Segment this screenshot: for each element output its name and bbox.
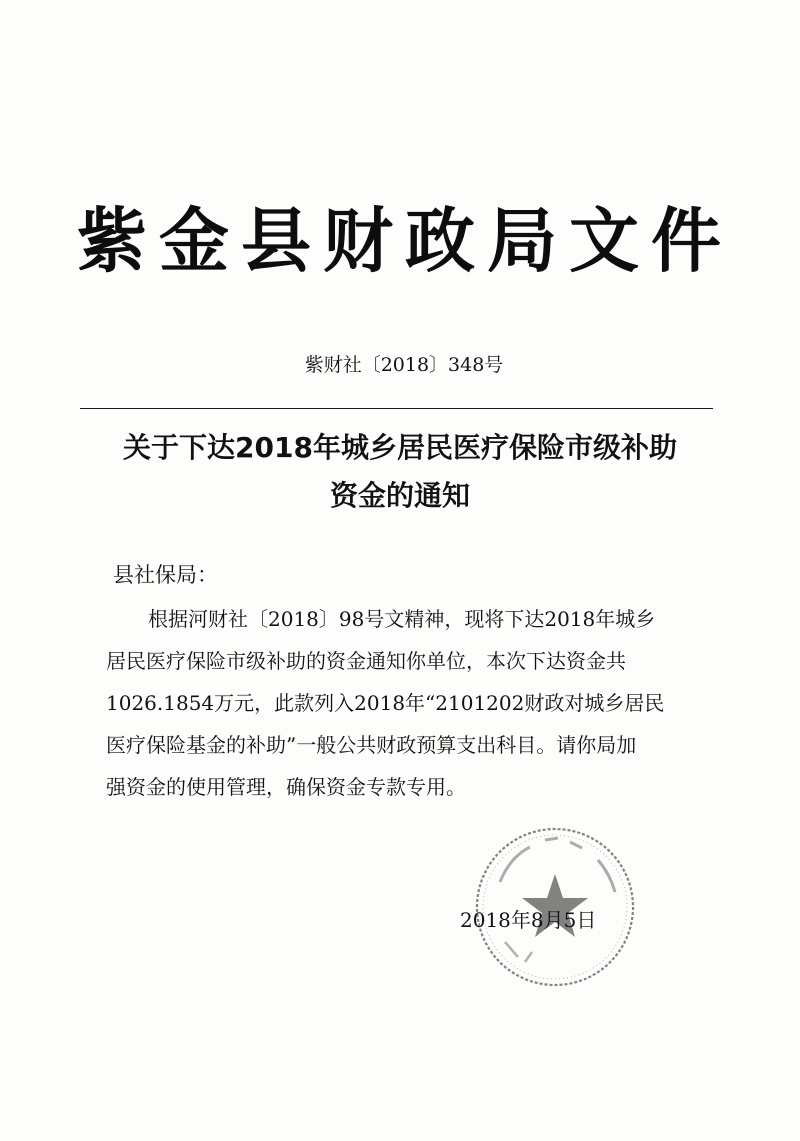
- seal-text-arc: [500, 847, 530, 882]
- document-number: 紫财社〔2018〕348号: [304, 354, 504, 376]
- notice-title: [95, 424, 705, 520]
- body-line: 根据河财社〔2018〕98号文精神，现将下达2018年城乡: [148, 607, 656, 631]
- notice-body: [106, 598, 706, 808]
- body-line: 医疗保险基金的补助”一般公共财政预算支出科目。请你局加: [106, 733, 637, 757]
- issuer-header: 紫金县财政局文件: [77, 200, 733, 282]
- body-line: 强资金的使用管理，确保资金专款专用。: [106, 775, 466, 799]
- addressee: 县社保局：: [113, 563, 218, 587]
- body-line: 1026.1854万元，此款列入2018年“2101202财政对城乡居民: [106, 691, 665, 715]
- body-line: 居民医疗保险市级补助的资金通知你单位，本次下达资金共: [106, 649, 626, 673]
- seal-mark: [505, 942, 532, 962]
- seal-text-arc: [545, 838, 582, 848]
- header-divider: [80, 408, 713, 409]
- notice-title-line-2: 资金的通知: [329, 479, 470, 512]
- notice-title-line-1: 关于下达2018年城乡居民医疗保险市级补助: [123, 431, 677, 464]
- seal-text-arc: [598, 860, 615, 892]
- issue-date: 2018年8月5日: [460, 908, 597, 932]
